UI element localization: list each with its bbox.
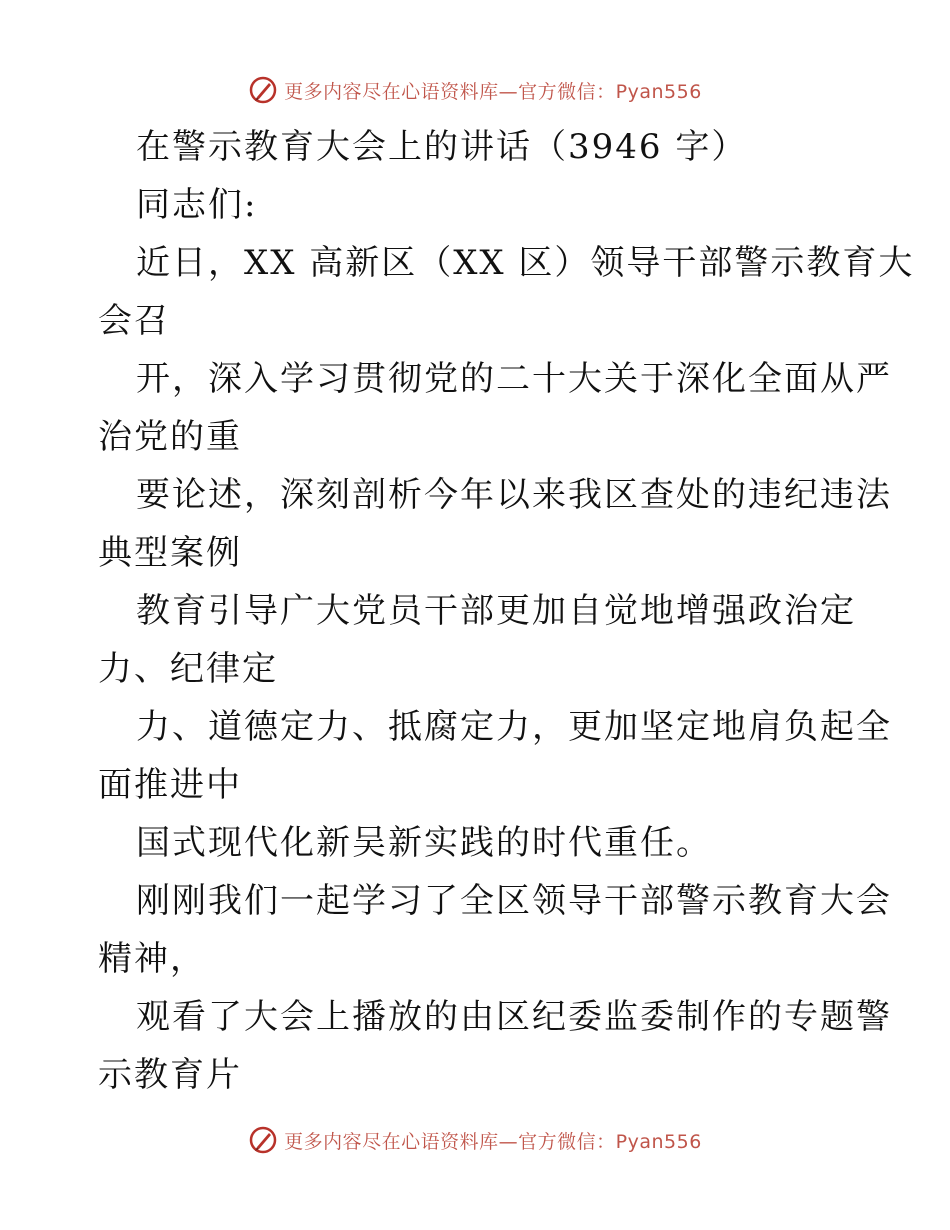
paragraph-line: 示教育片 bbox=[98, 1055, 242, 1095]
paragraph-line: 国式现代化新吴新实践的时代重任。 bbox=[136, 823, 712, 863]
paragraph-line: 精神， bbox=[98, 939, 206, 979]
paragraph-line: 教育引导广大党员干部更加自觉地增强政治定 bbox=[136, 591, 856, 631]
paragraph-line: 观看了大会上播放的由区纪委监委制作的专题警 bbox=[136, 997, 892, 1037]
salutation: 同志们: bbox=[136, 185, 258, 225]
paragraph-line: 会召 bbox=[98, 301, 170, 341]
paragraph-line: 近日，XX 高新区（XX 区）领导干部警示教育大 bbox=[136, 243, 915, 283]
quill-pen-icon bbox=[248, 75, 278, 105]
paragraph-line: 开，深入学习贯彻党的二十大关于深化全面从严 bbox=[136, 359, 892, 399]
paragraph-line: 刚刚我们一起学习了全区领导干部警示教育大会 bbox=[136, 881, 892, 921]
footer-banner bbox=[0, 1120, 950, 1160]
paragraph-line: 典型案例 bbox=[98, 533, 242, 573]
paragraph-line: 面推进中 bbox=[98, 765, 242, 805]
header-banner-text: 更多内容尽在心语资料库—官方微信：Pyan556 bbox=[284, 80, 702, 103]
paragraph-line: 治党的重 bbox=[98, 417, 242, 457]
footer-banner-text: 更多内容尽在心语资料库—官方微信：Pyan556 bbox=[284, 1130, 702, 1153]
header-banner bbox=[0, 70, 950, 110]
document-body bbox=[98, 118, 915, 1104]
document-title: 在警示教育大会上的讲话（3946 字） bbox=[136, 127, 748, 167]
paragraph-line: 要论述，深刻剖析今年以来我区查处的违纪违法 bbox=[136, 475, 892, 515]
paragraph-line: 力、道德定力、抵腐定力，更加坚定地肩负起全 bbox=[136, 707, 892, 747]
quill-pen-icon bbox=[248, 1125, 278, 1155]
paragraph-line: 力、纪律定 bbox=[98, 649, 278, 689]
